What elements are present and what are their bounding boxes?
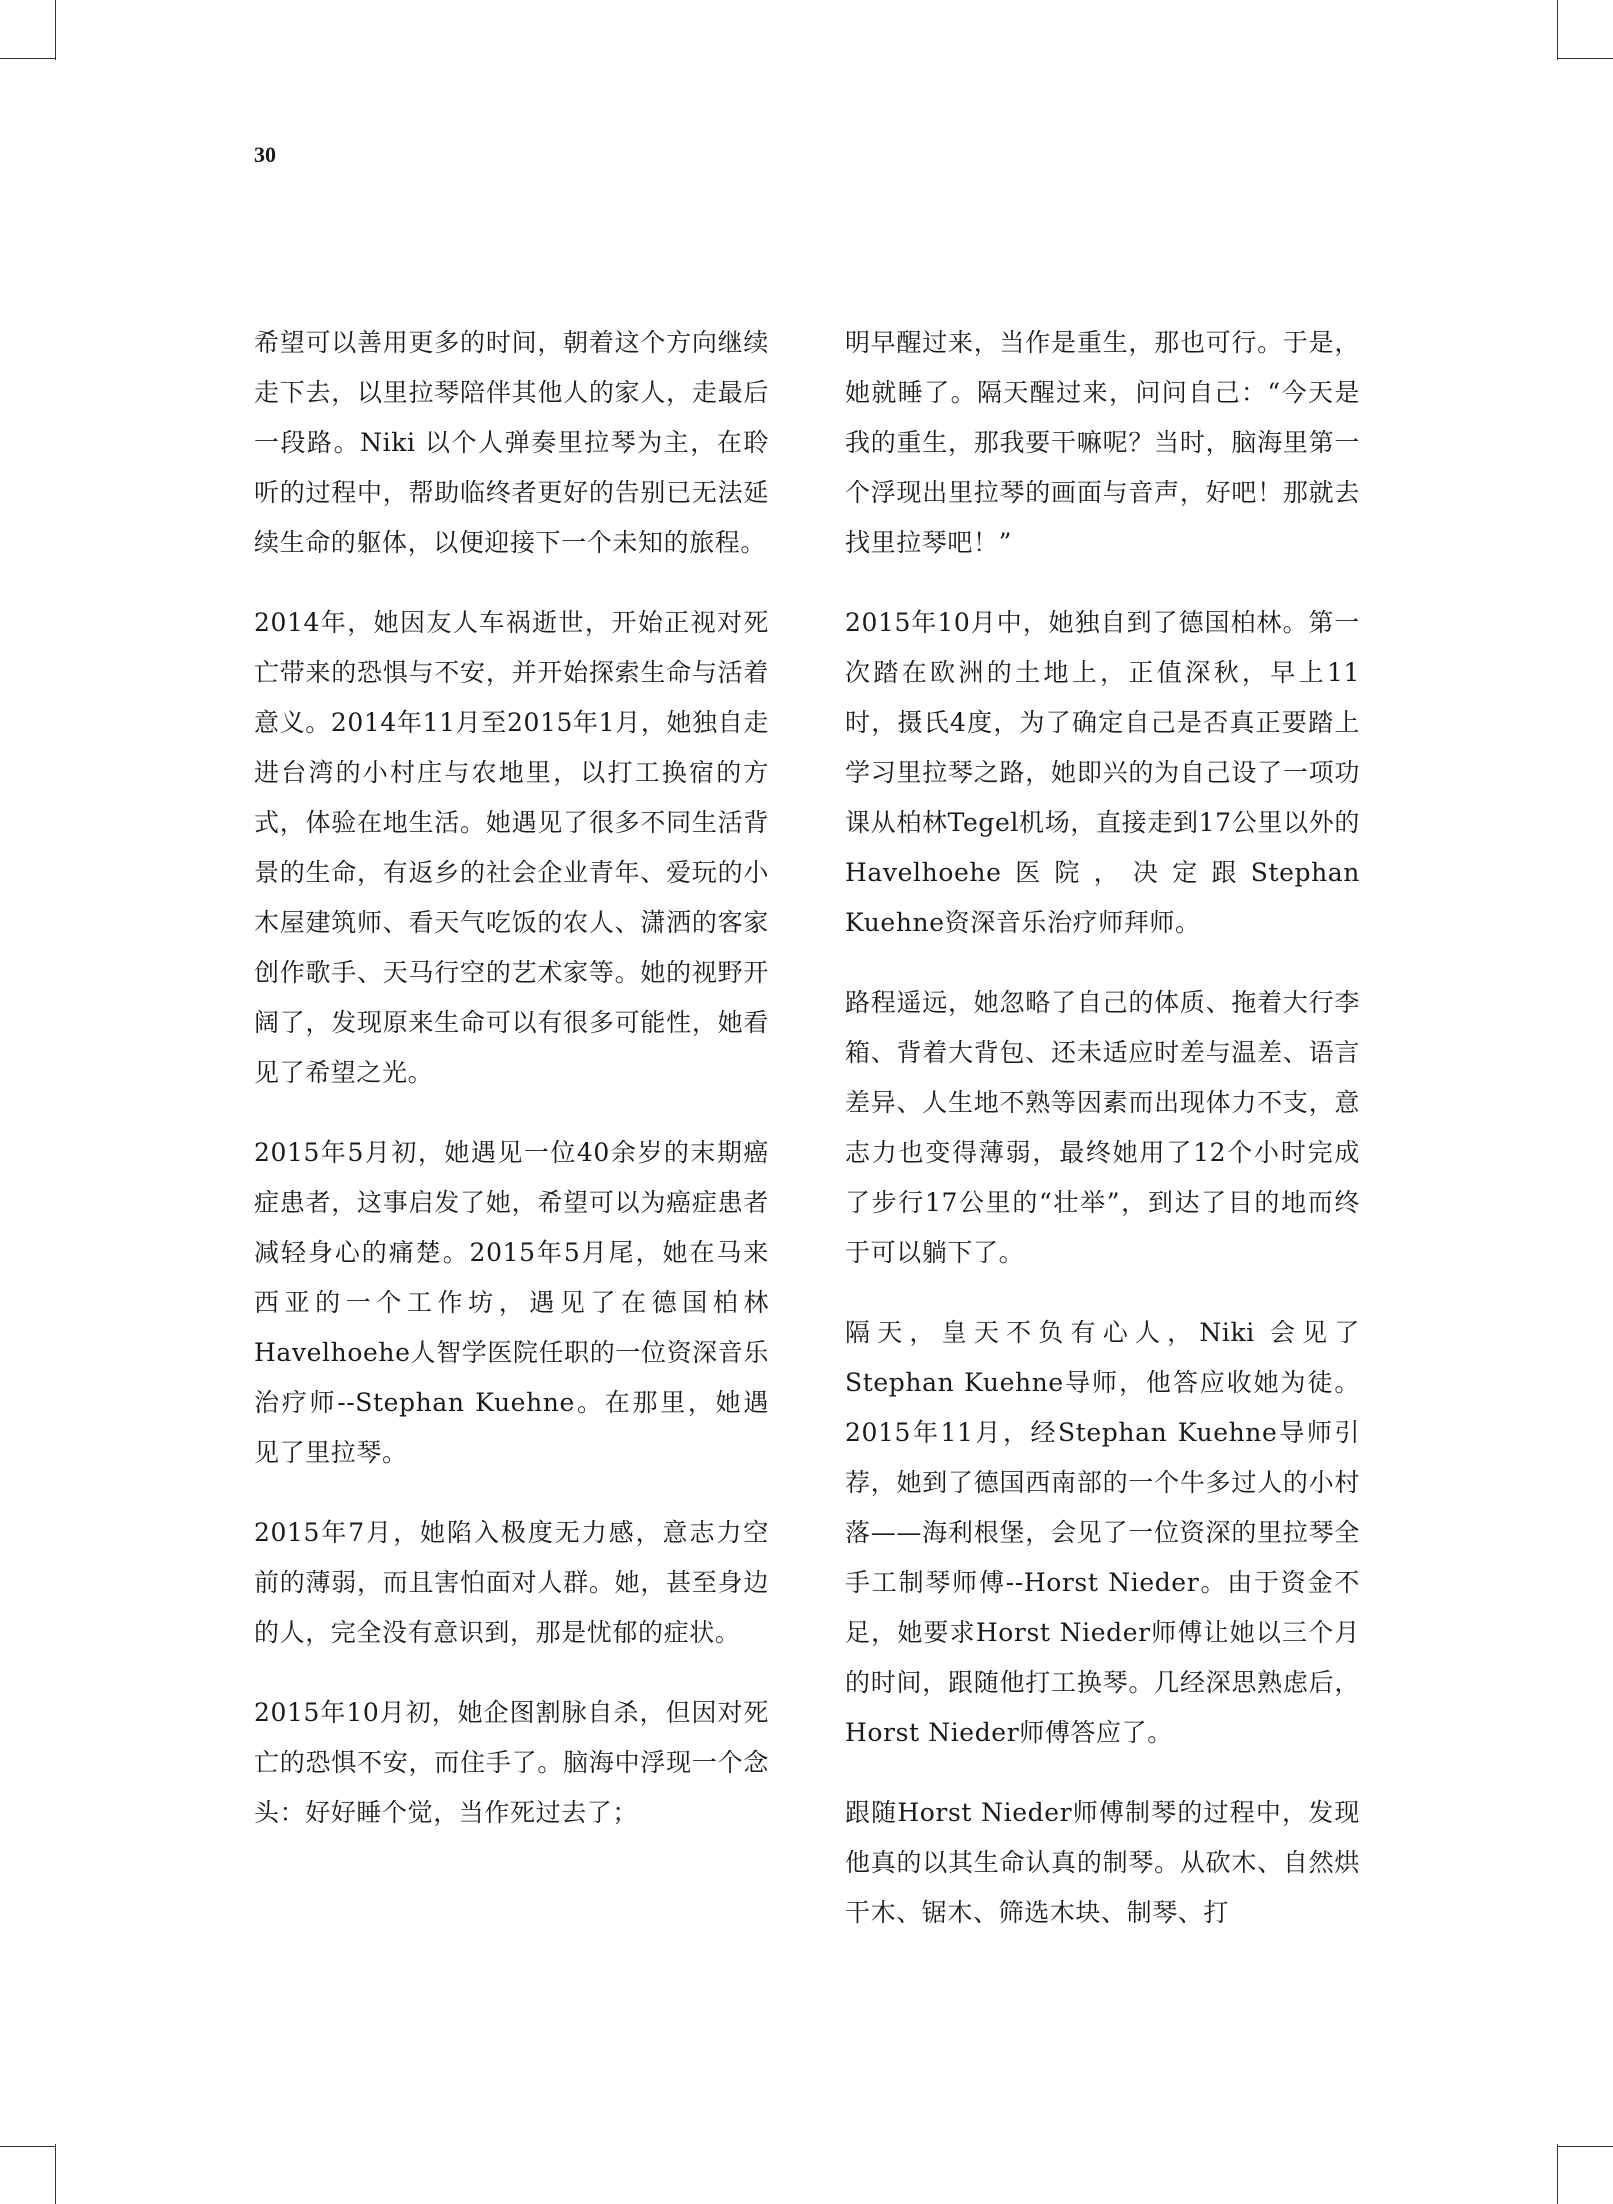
crop-mark-bottom-right (1557, 2144, 1558, 2204)
page-number: 30 (254, 142, 276, 167)
paragraph: 2015年10月中，她独自到了德国柏林。第一次踏在欧洲的土地上，正值深秋，早上11时，摄氏4度，为了确定自己是否真正要踏上学习里拉琴之路，她即兴的为自己设了一项功课从柏林Tegel机场，直接走到17公里以外的Havelhoehe医院，决定跟Stephan Kuehne资深音乐治疗师拜师。 (845, 608, 1360, 937)
paragraph: 明早醒过来，当作是重生，那也可行。于是，她就睡了。隔天醒过来，问问自己：“今天是我的重生，那我要干嘛呢？当时，脑海里第一个浮现出里拉琴的画面与音声，好吧！那就去找里拉琴吧！” (845, 328, 1360, 557)
crop-mark-top-right (1557, 0, 1558, 60)
paragraph: 隔天，皇天不负有心人，Niki 会见了Stephan Kuehne导师，他答应收她为徒。2015年11月，经Stephan Kuehne导师引荐，她到了德国西南部的一个牛多过人的小村落——海利根堡，会见了一位资深的里拉琴全手工制琴师傅--Horst Nieder。由于资金不足，她要求Horst Nieder师傅让她以三个月的时间，跟随他打工换琴。几经深思熟虑后，Horst Nieder师傅答应了。 (845, 1318, 1360, 1747)
left-column (254, 318, 769, 1868)
paragraph: 2015年5月初，她遇见一位40余岁的末期癌症患者，这事启发了她，希望可以为癌症患者减轻身心的痛楚。2015年5月尾，她在马来西亚的一个工作坊，遇见了在德国柏林Havelhoehe人智学医院任职的一位资深音乐治疗师--Stephan Kuehne。在那里，她遇见了里拉琴。 (254, 1138, 769, 1467)
paragraph: 跟随Horst Nieder师傅制琴的过程中，发现他真的以其生命认真的制琴。从砍木、自然烘干木、锯木、筛选木块、制琴、打 (845, 1798, 1360, 1927)
crop-mark-top-left-h (0, 58, 55, 59)
paragraph: 路程遥远，她忽略了自己的体质、拖着大行李箱、背着大背包、还未适应时差与温差、语言差异、人生地不熟等因素而出现体力不支，意志力也变得薄弱，最终她用了12个小时完成了步行17公里的“壮举”，到达了目的地而终于可以躺下了。 (845, 988, 1360, 1267)
paragraph: 希望可以善用更多的时间，朝着这个方向继续走下去，以里拉琴陪伴其他人的家人，走最后一段路。Niki 以个人弹奏里拉琴为主，在聆听的过程中，帮助临终者更好的告别已无法延续生命的躯体，以便迎接下一个未知的旅程。 (254, 328, 769, 557)
paragraph: 2015年7月，她陷入极度无力感，意志力空前的薄弱，而且害怕面对人群。她，甚至身边的人，完全没有意识到，那是忧郁的症状。 (254, 1518, 769, 1647)
crop-mark-bottom-left-h (0, 2146, 55, 2147)
crop-mark-bottom-right-h (1558, 2146, 1613, 2147)
paragraph: 2015年10月初，她企图割脉自杀，但因对死亡的恐惧不安，而住手了。脑海中浮现一个念头：好好睡个觉，当作死过去了； (254, 1698, 769, 1827)
right-column (845, 318, 1360, 1968)
crop-mark-top-right-h (1558, 58, 1613, 59)
paragraph: 2014年，她因友人车祸逝世，开始正视对死亡带来的恐惧与不安，并开始探索生命与活着意义。2014年11月至2015年1月，她独自走进台湾的小村庄与农地里，以打工换宿的方式，体验在地生活。她遇见了很多不同生活背景的生命，有返乡的社会企业青年、爱玩的小木屋建筑师、看天气吃饭的农人、潇洒的客家创作歌手、天马行空的艺术家等。她的视野开阔了，发现原来生命可以有很多可能性，她看见了希望之光。 (254, 608, 769, 1087)
crop-mark-top-left (55, 0, 56, 60)
crop-mark-bottom-left (55, 2144, 56, 2204)
